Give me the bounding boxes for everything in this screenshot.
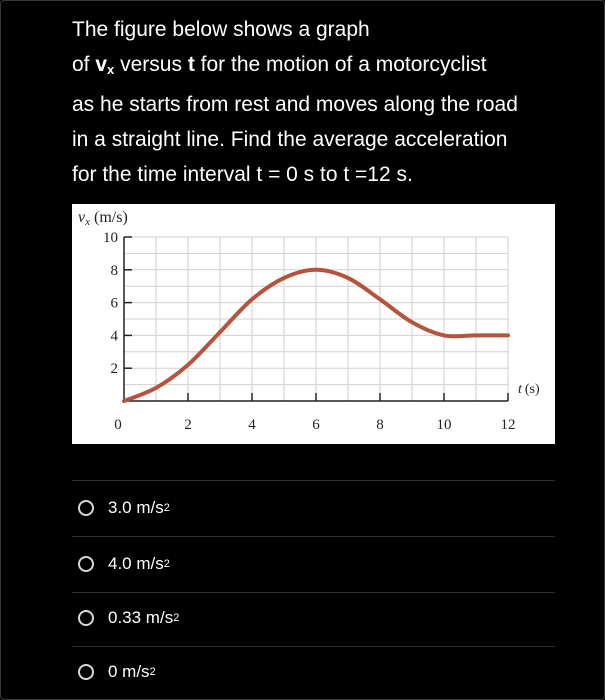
divider bbox=[72, 480, 555, 481]
question-var-sub: x bbox=[107, 62, 115, 77]
y-tick-label: 10 bbox=[103, 230, 118, 246]
divider bbox=[72, 646, 555, 647]
answer-option-label: 0.33 m/s bbox=[108, 608, 174, 627]
answer-option-exp: 2 bbox=[173, 612, 180, 624]
divider bbox=[72, 592, 555, 593]
y-tick-label: 2 bbox=[110, 361, 118, 378]
question-line-2-post: for the motion of a motorcyclist bbox=[194, 53, 487, 76]
x-tick-label: 6 bbox=[312, 417, 320, 433]
x-axis-label-unit: (s) bbox=[524, 382, 540, 397]
question-var-v: v bbox=[95, 53, 108, 76]
chart-svg bbox=[72, 204, 555, 444]
question-line-2-mid: versus bbox=[114, 53, 188, 76]
answer-option-exp: 2 bbox=[163, 502, 170, 514]
radio-button[interactable] bbox=[78, 664, 94, 680]
velocity-time-chart bbox=[72, 204, 555, 444]
y-axis-label-var: v bbox=[78, 209, 86, 226]
answer-option-label: 3.0 m/s bbox=[108, 498, 164, 517]
y-tick-label: 6 bbox=[110, 295, 118, 312]
answer-option-exp: 2 bbox=[149, 666, 156, 678]
answer-option-1[interactable] bbox=[78, 498, 170, 518]
chart-grid bbox=[124, 237, 508, 401]
y-axis-label bbox=[78, 209, 128, 228]
answer-option-4[interactable] bbox=[78, 662, 156, 682]
question-line-5: for the time interval t = 0 s to t =12 s. bbox=[72, 163, 413, 186]
y-axis-label-unit: (m/s) bbox=[94, 209, 128, 226]
x-tick-label: 2 bbox=[184, 417, 192, 433]
question-var-t: t bbox=[187, 53, 195, 76]
x-tick-label: 8 bbox=[376, 417, 384, 433]
x-tick-label: 10 bbox=[436, 417, 452, 433]
x-axis-label-var: t bbox=[518, 382, 522, 397]
radio-button[interactable] bbox=[78, 610, 94, 626]
question-line-3: as he starts from rest and moves along the road bbox=[72, 93, 518, 116]
chart-axes bbox=[103, 230, 516, 433]
y-tick-label: 4 bbox=[110, 328, 118, 345]
question-line-4: in a straight line. Find the average acceleration bbox=[72, 128, 508, 151]
radio-button[interactable] bbox=[78, 556, 94, 572]
x-tick-label: 12 bbox=[500, 417, 516, 433]
divider bbox=[72, 536, 555, 537]
answer-option-2[interactable] bbox=[78, 554, 170, 574]
question-line-2-pre: of bbox=[72, 53, 96, 76]
x-axis-label bbox=[518, 382, 540, 397]
question-line-1: The figure below shows a graph bbox=[72, 18, 370, 41]
answer-option-3[interactable] bbox=[78, 608, 179, 628]
answer-option-exp: 2 bbox=[163, 558, 170, 570]
x-tick-label: 4 bbox=[248, 417, 256, 433]
question-text bbox=[72, 12, 572, 192]
y-axis-label-sub: x bbox=[85, 216, 90, 228]
radio-button[interactable] bbox=[78, 500, 94, 516]
answer-option-label: 0 m/s bbox=[108, 662, 150, 681]
y-tick-label: 8 bbox=[110, 262, 118, 279]
answer-option-label: 4.0 m/s bbox=[108, 554, 164, 573]
x-tick-label: 0 bbox=[114, 417, 122, 433]
